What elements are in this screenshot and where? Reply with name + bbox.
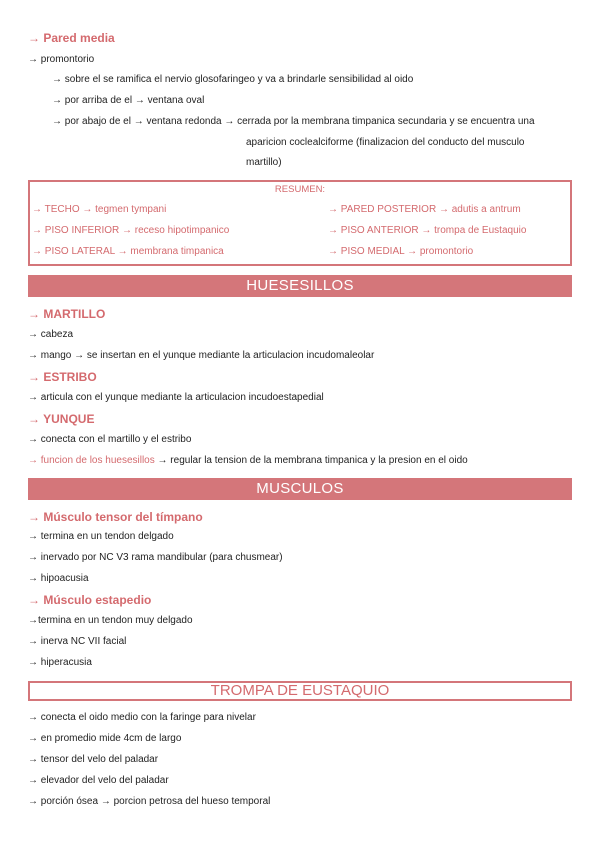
resumen-box <box>28 180 572 266</box>
trompa-item: → porción ósea → porcion petrosa del hueso temporal <box>28 796 271 807</box>
yunque-title: → YUNQUE <box>28 412 95 426</box>
tensor-title: → Músculo tensor del tímpano <box>28 510 203 524</box>
pared-media-item: → por abajo de el → ventana redonda → cerrada por la membrana timpanica secundaria y se encuentra una <box>52 116 535 127</box>
estapedio-item: → hiperacusia <box>28 657 92 668</box>
promontorio-line: → promontorio <box>28 54 95 65</box>
martillo-title: → MARTILLO <box>28 307 106 321</box>
funcion-line <box>28 454 468 468</box>
estapedio-title: → Músculo estapedio <box>28 593 152 607</box>
trompa-item: → en promedio mide 4cm de largo <box>28 733 182 744</box>
yunque-item: → conecta con el martillo y el estribo <box>28 434 192 445</box>
musculos-banner: MUSCULOS <box>28 478 572 500</box>
estribo-item: → articula con el yunque mediante la articulacion incudoestapedial <box>28 392 324 403</box>
funcion-label: → funcion de los huesesillos <box>28 455 155 466</box>
trompa-item: → tensor del velo del paladar <box>28 754 159 765</box>
estapedio-item: → inerva NC VII facial <box>28 636 127 647</box>
tensor-item: → termina en un tendon delgado <box>28 531 174 542</box>
martillo-item: → cabeza <box>28 329 74 340</box>
trompa-item: → conecta el oido medio con la faringe para nivelar <box>28 712 256 723</box>
tensor-item: → inervado por NC V3 rama mandibular (para chusmear) <box>28 552 283 563</box>
estapedio-item: →termina en un tendon muy delgado <box>28 615 193 626</box>
martillo-item: → mango → se insertan en el yunque mediante la articulacion incudomaleolar <box>28 350 375 361</box>
resumen-item: → PARED POSTERIOR → adutis a antrum <box>328 204 521 215</box>
resumen-item: → PISO MEDIAL → promontorio <box>328 246 474 257</box>
pared-media-continuation: aparicion coclealciforme (finalizacion del conducto del musculo <box>246 137 525 148</box>
pared-media-title: → Pared media <box>28 31 115 45</box>
resumen-item: → PISO INFERIOR → receso hipotimpanico <box>32 225 230 236</box>
funcion-text: → regular la tension de la membrana timpanica y la presion en el oido <box>154 455 468 466</box>
trompa-item: → elevador del velo del paladar <box>28 775 169 786</box>
pared-media-item: → sobre el se ramifica el nervio glosofaringeo y va a brindarle sensibilidad al oido <box>52 74 414 85</box>
resumen-item: → PISO ANTERIOR → trompa de Eustaquio <box>328 225 527 236</box>
tensor-item: → hipoacusia <box>28 573 89 584</box>
trompa-box <box>28 681 572 701</box>
pared-media-item: → por arriba de el → ventana oval <box>52 95 205 106</box>
pared-media-continuation: martillo) <box>246 157 282 168</box>
huesesillos-banner: HUESESILLOS <box>28 275 572 297</box>
estribo-title: → ESTRIBO <box>28 370 97 384</box>
resumen-title: RESUMEN: <box>274 184 326 195</box>
trompa-title: TROMPA DE EUSTAQUIO <box>210 682 390 699</box>
resumen-item: → TECHO → tegmen tympani <box>32 204 167 215</box>
resumen-item: → PISO LATERAL → membrana timpanica <box>32 246 224 257</box>
